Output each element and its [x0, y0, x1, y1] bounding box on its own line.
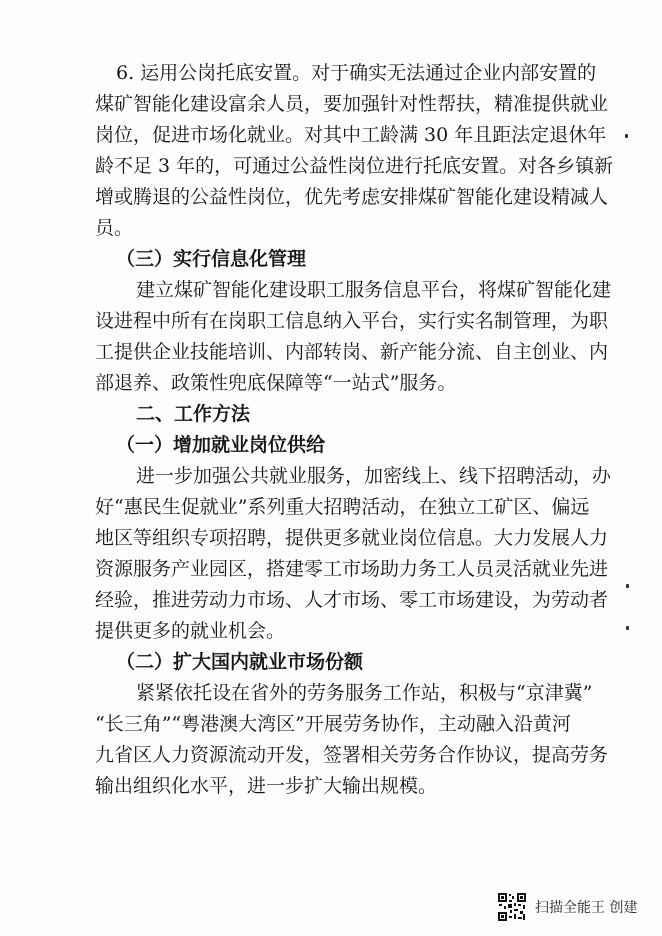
- text-line: 经验，推进劳动力市场、人才市场、零工市场建设，为劳动者: [95, 589, 609, 611]
- text-line: 九省区人力资源流动开发，签署相关劳务合作协议，提高劳务: [95, 744, 609, 766]
- text-line: 提供更多的就业机会。: [95, 620, 286, 642]
- section-heading: （三）实行信息化管理: [116, 248, 307, 270]
- text-line: 建立煤矿智能化建设职工服务信息平台，将煤矿智能化建: [136, 279, 612, 301]
- text-line: 部退养、政策性兜底保障等“一站式”服务。: [95, 372, 457, 394]
- text-line: 岗位，促进市场化就业。对其中工龄满 30 年且距法定退休年: [95, 124, 607, 146]
- chapter-heading: 二、工作方法: [136, 403, 251, 425]
- text-line: 紧紧依托设在省外的劳务服务工作站，积极与“京津冀”: [136, 682, 593, 704]
- text-line: 煤矿智能化建设富余人员，要加强针对性帮扶，精准提供就业: [95, 93, 609, 115]
- scan-speck: [626, 584, 629, 588]
- section-heading: （二）扩大国内就业市场份额: [116, 651, 364, 673]
- scan-speck: [625, 134, 628, 138]
- text-line: “长三角”“粤港澳大湾区”开展劳务协作，主动融入沿黄河: [95, 713, 571, 735]
- text-line: 地区等组织专项招聘，提供更多就业岗位信息。大力发展人力: [95, 527, 609, 549]
- text-line: 好“惠民生促就业”系列重大招聘活动，在独立工矿区、偏远: [95, 496, 590, 518]
- text-line: 龄不足 3 年的，可通过公益性岗位进行托底安置。对各乡镇新: [95, 155, 614, 177]
- scanner-credit-text: 扫描全能王 创建: [535, 900, 638, 916]
- text-line: 设进程中所有在岗职工信息纳入平台，实行实名制管理，为职: [95, 310, 609, 332]
- scan-speck: [626, 626, 629, 630]
- text-line: 增或腾退的公益性岗位，优先考虑安排煤矿智能化建设精减人: [95, 186, 609, 208]
- section-heading: （一）增加就业岗位供给: [116, 434, 326, 456]
- text-line: 6. 运用公岗托底安置。对于确实无法通过企业内部安置的: [116, 62, 597, 84]
- text-line: 输出组织化水平，进一步扩大输出规模。: [95, 775, 438, 797]
- text-line: 员。: [95, 217, 134, 239]
- text-line: 资源服务产业园区，搭建零工市场助力务工人员灵活就业先进: [95, 558, 609, 580]
- scanner-watermark: [497, 892, 637, 922]
- text-line: 工提供企业技能培训、内部转岗、新产能分流、自主创业、内: [95, 341, 609, 363]
- qr-code-icon: [497, 892, 527, 922]
- text-line: 进一步加强公共就业服务，加密线上、线下招聘活动，办: [136, 465, 612, 487]
